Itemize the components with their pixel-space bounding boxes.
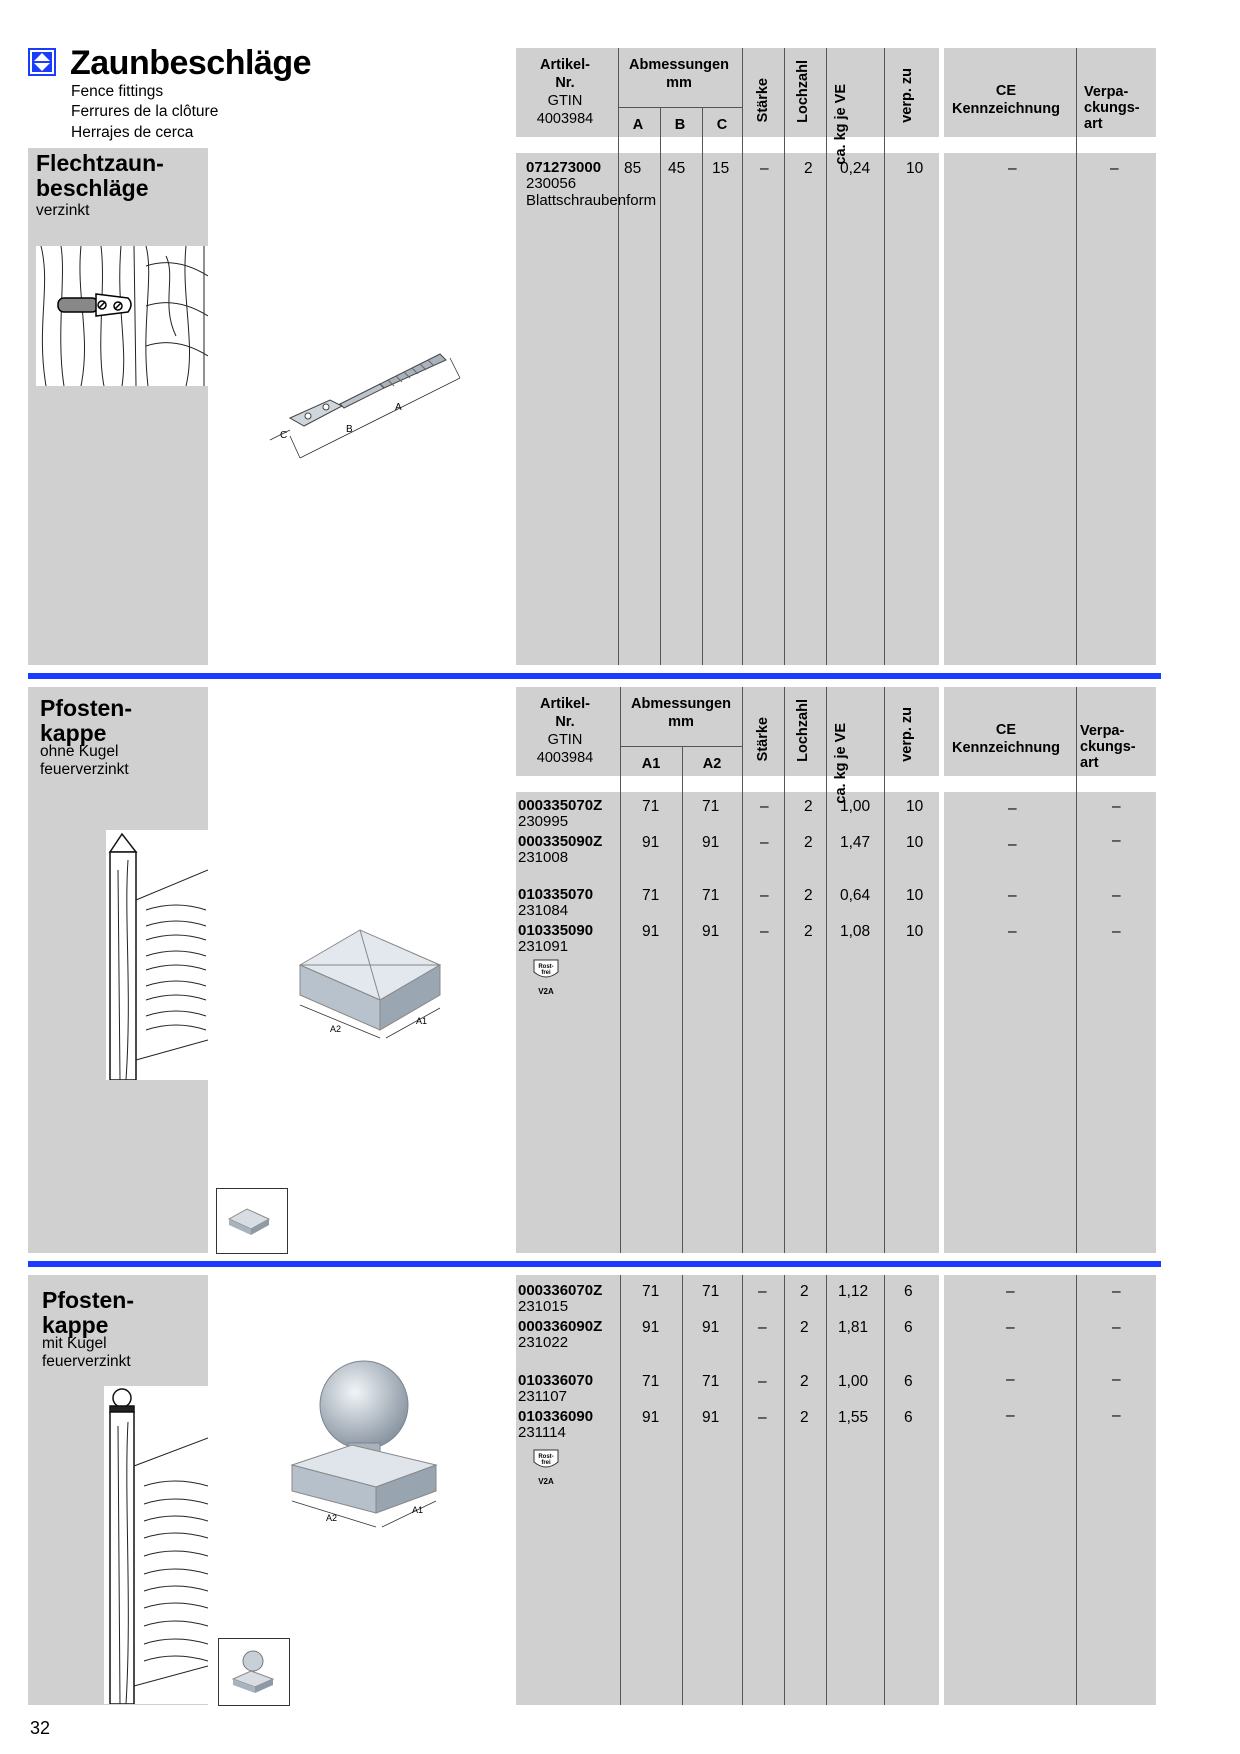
svg-text:A1: A1 xyxy=(412,1505,424,1515)
table1-row-b: 45 xyxy=(668,160,686,177)
table1-row-staerke: – xyxy=(760,160,769,177)
table2-col-ce-header: CE Kennzeichnung xyxy=(952,722,1060,756)
section3-subtitle: mit Kugel feuerverzinkt xyxy=(42,1335,131,1370)
post-cap-fence-illustration xyxy=(106,830,208,1080)
dim-a1-header: A1 xyxy=(641,756,661,772)
page-number: 32 xyxy=(30,1718,51,1738)
ball-post-cap-product-image xyxy=(286,1355,456,1555)
col-verpackungsart-header: Verpa- ckungs- art xyxy=(1084,84,1140,132)
svg-text:C: C xyxy=(280,430,288,441)
subtitle-en: Fence fittings xyxy=(71,83,164,100)
table2-col-verp-header: verp. zu xyxy=(899,707,915,762)
table2-col-verpackungsart-header: Verpa- ckungs- art xyxy=(1080,723,1136,771)
section2-thumbnail xyxy=(216,1188,288,1254)
svg-text:A2: A2 xyxy=(326,1513,338,1523)
col-lochzahl-header: Lochzahl xyxy=(795,60,811,123)
section1-title: Flechtzaun- beschläge xyxy=(36,150,164,201)
table1-row-c: 15 xyxy=(712,160,730,177)
post-cap-product-image xyxy=(290,920,460,1060)
dim-c-header: C xyxy=(716,117,728,133)
table1-row-verpackungsart: – xyxy=(1110,160,1119,177)
table2-body xyxy=(516,792,1156,1253)
dim-a2-header: A2 xyxy=(702,756,722,772)
svg-text:A1: A1 xyxy=(416,1016,428,1026)
rostfrei-v2a-badge: Rost- frei V2A xyxy=(532,958,564,996)
table1-row-loch: 2 xyxy=(804,160,813,177)
table2-col-kg-header: ca. kg je VE xyxy=(833,723,849,804)
page-title: Zaunbeschläge xyxy=(70,44,312,82)
table2-col-abmessungen-header: Abmessungen mm xyxy=(631,696,731,730)
table1-body xyxy=(516,153,1156,665)
table1-row-note: Blattschraubenform xyxy=(526,192,657,209)
svg-text:frei: frei xyxy=(541,1460,551,1466)
table3-body xyxy=(516,1275,1156,1705)
table1-row-verp: 10 xyxy=(906,160,924,177)
section3-thumbnail xyxy=(218,1638,290,1706)
section1-subtitle: verzinkt xyxy=(36,202,90,219)
svg-text:A: A xyxy=(395,402,402,413)
rostfrei-v2a-badge-2: Rost- frei V2A xyxy=(532,1448,564,1486)
svg-text:frei: frei xyxy=(541,970,551,976)
table1-row-gtin: 230056 xyxy=(526,175,577,192)
rostfrei-shield-icon xyxy=(532,958,560,982)
col-staerke-header: Stärke xyxy=(755,78,771,123)
section1-label-panel xyxy=(28,148,208,665)
section2-subtitle: ohne Kugel feuerverzinkt xyxy=(40,743,129,778)
dim-a-header: A xyxy=(632,117,644,133)
table2-col-lochzahl-header: Lochzahl xyxy=(795,699,811,762)
col-kg-header: ca. kg je VE xyxy=(833,84,849,165)
col-abmessungen-header: Abmessungen mm xyxy=(629,57,729,91)
table1-row-art: 071273000 xyxy=(526,159,602,176)
col-verp-header: verp. zu xyxy=(899,68,915,123)
section-divider-2 xyxy=(28,1261,1161,1267)
section2-title: Pfosten- kappe xyxy=(40,695,132,746)
table2-col-staerke-header: Stärke xyxy=(755,717,771,762)
table1-row-ce: – xyxy=(1008,160,1017,177)
svg-text:B: B xyxy=(346,424,353,435)
table1-row-kg: 0,24 xyxy=(840,160,871,177)
section-divider-1 xyxy=(28,673,1161,679)
dim-b-header: B xyxy=(674,117,686,133)
svg-text:Rost-: Rost- xyxy=(538,964,554,970)
subtitle-fr: Ferrures de la clôture xyxy=(71,103,219,120)
brand-logo-icon xyxy=(28,48,56,76)
ball-post-cap-fence-illustration xyxy=(104,1386,208,1704)
screw-product-image xyxy=(260,340,480,470)
table2-col-artikel-header: Artikel- Nr. GTIN 4003984 xyxy=(536,696,594,766)
svg-text:A2: A2 xyxy=(330,1024,342,1034)
rostfrei-shield-icon xyxy=(532,1448,560,1472)
svg-text:Rost-: Rost- xyxy=(538,1454,554,1460)
section3-title: Pfosten- kappe xyxy=(42,1287,134,1338)
subtitle-es: Herrajes de cerca xyxy=(71,124,194,141)
table1-row-a: 85 xyxy=(624,160,642,177)
col-artikel-header: Artikel- Nr. GTIN 4003984 xyxy=(536,57,594,127)
fence-wood-illustration xyxy=(36,246,208,386)
col-ce-header: CE Kennzeichnung xyxy=(952,83,1060,117)
